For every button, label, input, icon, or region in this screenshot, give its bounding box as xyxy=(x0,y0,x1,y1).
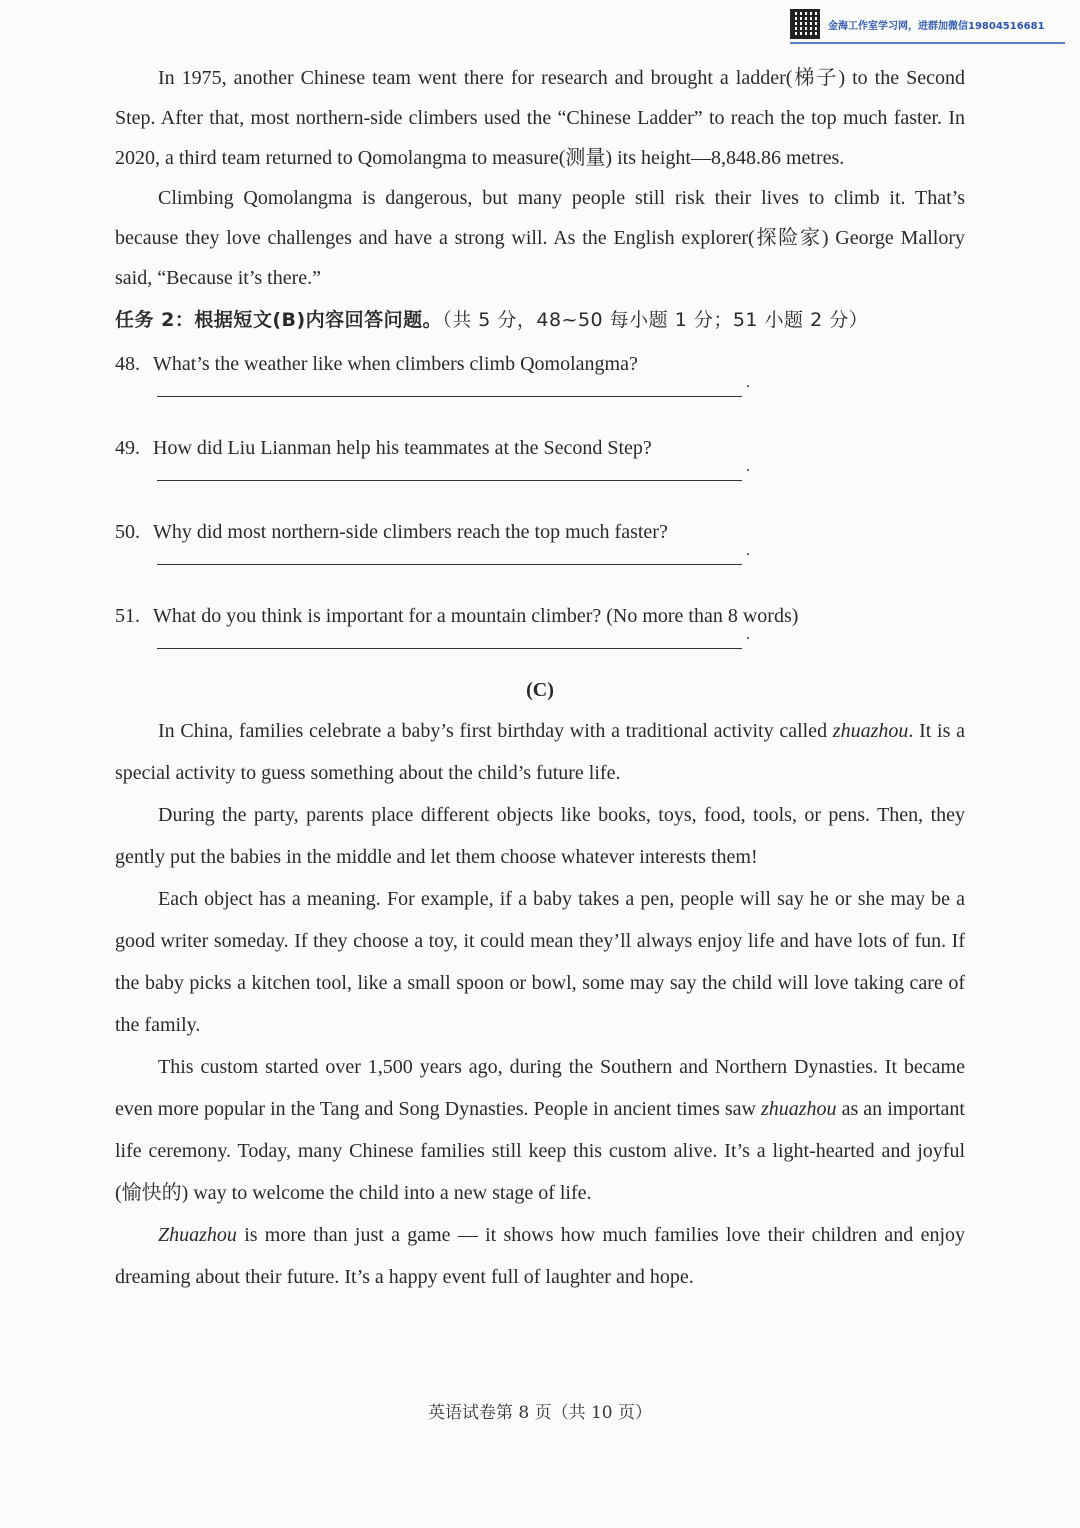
question-49 xyxy=(115,428,965,468)
passage-c-title: (C) xyxy=(526,679,554,701)
question-48 xyxy=(115,344,965,384)
passage-c-p4-end: as an important life ceremony. Today, many Chinese families still keep this custom alive. It’s a light-hearted and joyful (愉快的) way to welcome the child into a new stage of life. xyxy=(115,1098,965,1204)
passage-b-paragraph-2: Climbing Qomolangma is dangerous, but many people still risk their lives to climb it. That’s because they love challenges and have a strong will. As the English explorer(探险家) George Mallory said, “Because it’s there.” xyxy=(115,187,965,289)
question-51 xyxy=(115,596,965,636)
qr-code-icon xyxy=(790,9,820,39)
answer-line-49[interactable] xyxy=(157,480,742,481)
header-text: 金海工作室学习网，进群加微信19804516681 xyxy=(828,20,1045,32)
passage-c-p4-start: This custom started over 1,500 years ago, during the Southern and Northern Dynasties. It became even more popular in the Tang and Song Dynasties. People in ancient times saw xyxy=(115,1056,965,1120)
question-number: 51. xyxy=(115,605,140,627)
question-number: 49. xyxy=(115,437,140,459)
passage-c-p5-end: is more than just a game — it shows how much families love their children and enjoy dreaming about their future. It’s a happy event full of laughter and hope. xyxy=(115,1224,965,1288)
page-footer: 英语试卷第 8 页（共 10 页） xyxy=(427,1403,653,1423)
passage-c-p1-start: In China, families celebrate a baby’s first birthday with a traditional activity called xyxy=(158,720,833,742)
page-header xyxy=(790,6,1065,44)
passage-c-paragraph-5 xyxy=(115,1214,965,1298)
task-2-score-note: （共 5 分，48~50 每小题 1 分；51 小题 2 分） xyxy=(442,309,869,331)
question-text: What do you think is important for a mountain climber? (No more than 8 words) xyxy=(153,605,799,627)
question-text: How did Liu Lianman help his teammates at the Second Step? xyxy=(153,437,652,459)
question-number: 48. xyxy=(115,353,140,375)
task-2-title: 任务 2：根据短文(B)内容回答问题。 xyxy=(115,309,443,331)
task-2-heading xyxy=(115,300,965,340)
passage-c-paragraph-3: Each object has a meaning. For example, if a baby takes a pen, people will say he or she may be a good writer someday. If they choose a toy, it could mean they’ll always enjoy life and have lots of fun. If the baby picks a kitchen tool, like a small spoon or bowl, some may say the child will love taking care of the family. xyxy=(115,888,965,1036)
answer-line-48[interactable] xyxy=(157,396,742,397)
term-zhuazhou: Zhuazhou xyxy=(158,1224,237,1246)
question-number: 50. xyxy=(115,521,140,543)
question-text: What’s the weather like when climbers climb Qomolangma? xyxy=(153,353,638,375)
passage-c-paragraph-4 xyxy=(115,1046,965,1214)
passage-b-paragraph-1: In 1975, another Chinese team went there for research and brought a ladder(梯子) to the Second Step. After that, most northern-side climbers used the “Chinese Ladder” to reach the top much faster. In 2020, a third team returned to Qomolangma to measure(测量) its height—8,848.86 metres. xyxy=(115,67,965,169)
passage-c-p1-end: . It is a special activity to guess something about the child’s future life. xyxy=(115,720,965,784)
question-50 xyxy=(115,512,965,552)
exam-content xyxy=(115,58,965,1298)
term-zhuazhou: zhuazhou xyxy=(832,720,909,742)
question-text: Why did most northern-side climbers reach the top much faster? xyxy=(153,521,668,543)
answer-line-50[interactable] xyxy=(157,564,742,565)
passage-c-paragraph-1 xyxy=(115,710,965,794)
answer-line-51[interactable] xyxy=(157,648,742,649)
term-zhuazhou: zhuazhou xyxy=(760,1098,837,1120)
passage-c-paragraph-2: During the party, parents place different objects like books, toys, food, tools, or pens. Then, they gently put the babies in the middle and let them choose whatever interests them! xyxy=(115,804,965,868)
